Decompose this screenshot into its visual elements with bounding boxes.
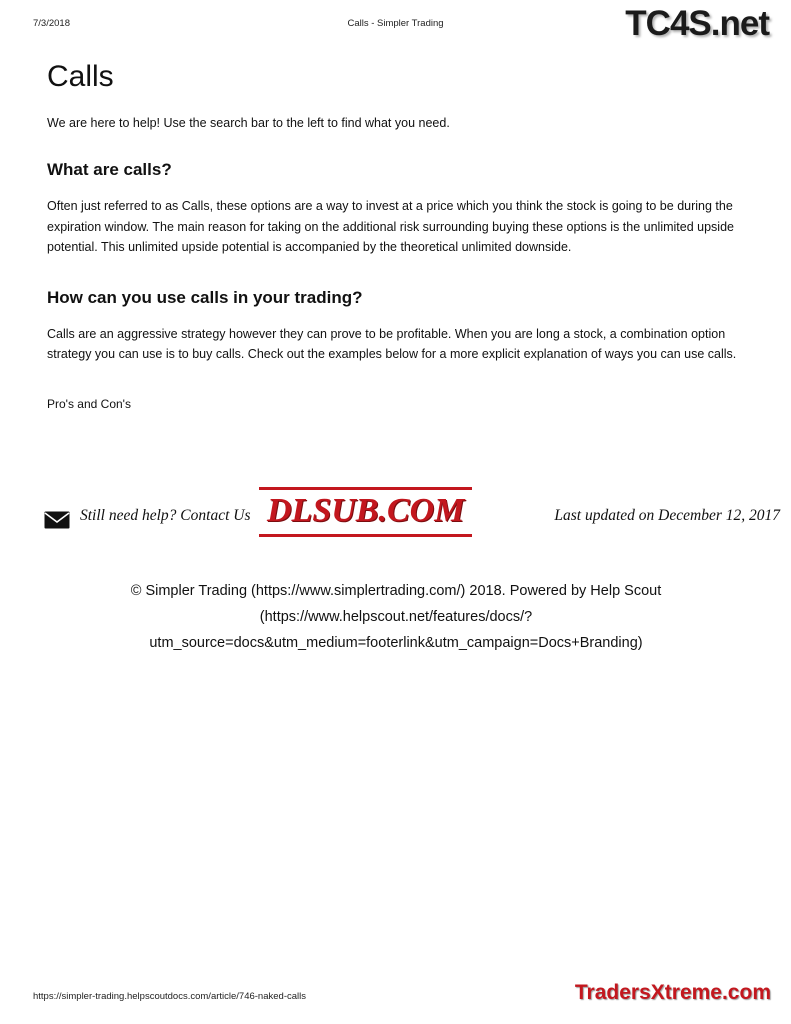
section-body-what-are-calls: Often just referred to as Calls, these options are a way to invest at a price which you think the stock is going to be during the expiration window. The main reason for taking on the additional risk surrounding buying these options is the unlimited upside potential. This unlimited upside potential is accompanied by the theoretical unlimited downside. (47, 199, 734, 254)
contact-us-link[interactable]: Still need help? Contact Us (80, 507, 251, 524)
last-updated-text: Last updated on December 12, 2017 (554, 507, 780, 524)
section-heading-how-can-you-use-calls: How can you use calls in your trading? (47, 287, 363, 307)
article-content (47, 60, 747, 413)
print-date: 7/3/2018 (33, 18, 70, 29)
copyright-text: © Simpler Trading (https://www.simplertrading.com/) 2018. Powered by Help Scout (https://www.helpscout.net/features/docs/?utm_source=docs&utm_medium=footerlink&utm_campaign=Docs+Branding) (130, 583, 662, 651)
page-source-url: https://simpler-trading.helpscoutdocs.com/article/746-naked-calls (33, 991, 306, 1002)
section-heading-what-are-calls: What are calls? (47, 160, 172, 179)
article-note-pros-and-cons: Pro's and Con's (47, 396, 131, 411)
page-title: Calls (47, 60, 114, 93)
article-lead: We are here to help! Use the search bar to the left to find what you need. (47, 116, 450, 130)
watermark-top-right: TC4S.net (625, 4, 769, 43)
print-document-title: Calls - Simpler Trading (347, 18, 444, 29)
section-body-how-can-you-use-calls: Calls are an aggressive strategy however they can prove to be profitable. When you are long a stock, a combination option strategy you can use is to buy calls. Check out the examples below for a more explicit explanation of ways you can use calls. (47, 326, 737, 361)
watermark-bottom-right: TradersXtreme.com (574, 981, 771, 1004)
watermark-center: DLSUB.COM (259, 487, 472, 537)
envelope-icon (44, 511, 70, 529)
